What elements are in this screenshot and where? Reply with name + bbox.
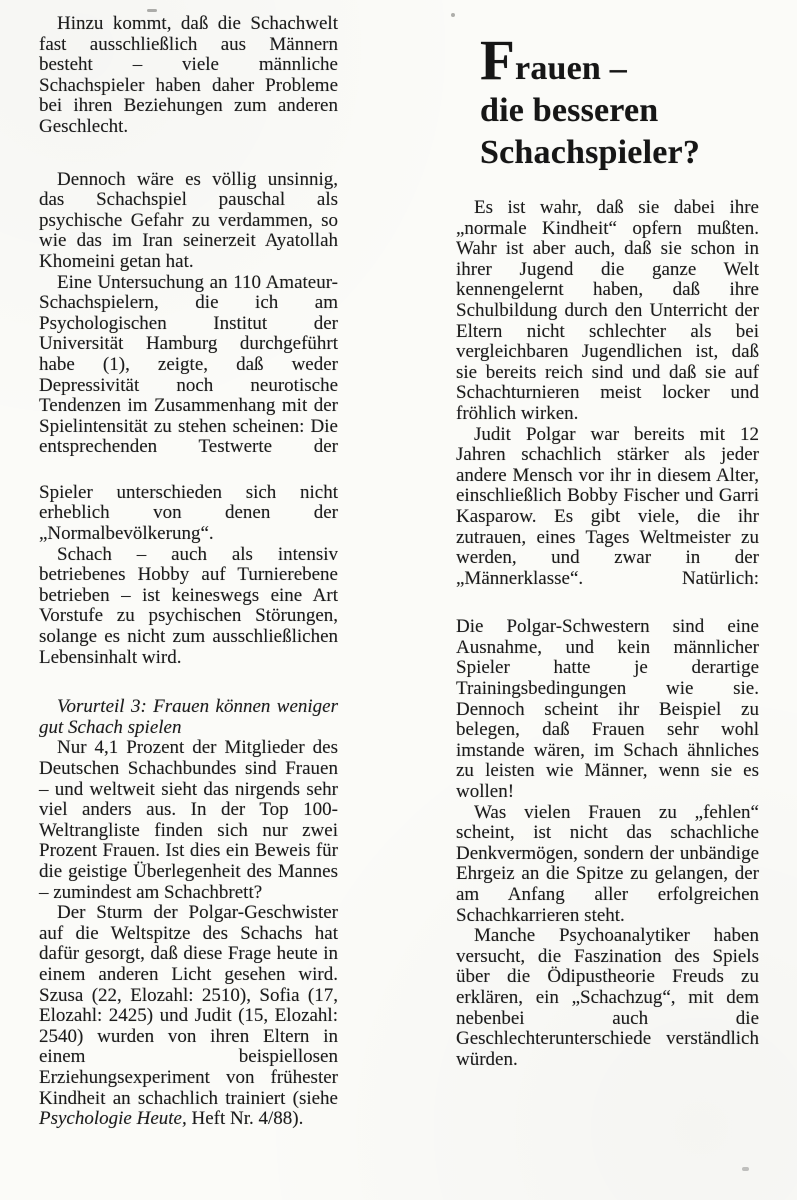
headline-line-2: die besseren (480, 92, 659, 129)
headline-initial-cap: F (480, 29, 516, 92)
paragraph-dennoch: Dennoch wäre es völlig unsinnig, das Schachspiel pauschal als psychische Gefahr zu verdammen, so wie das im Iran seinerzeit Ayatollah Khomeini getan hat. (39, 168, 338, 272)
paragraph-psychoanalytiker: Manche Psychoanalytiker haben versucht, die Faszination des Spiels über die Ödipustheorie Freuds zu erklären, ein „Schachzug“, mit dem nebenbei auch die Geschlechterunterschiede verständlich würden. (456, 925, 759, 1070)
scan-artifact (451, 13, 455, 17)
paragraph-judit-polgar: Judit Polgar war bereits mit 12 Jahren schachlich stärker als jeder andere Mensch vor ihr in diesem Alter, einschließlich Bobby Fischer und Garri Kasparow. Es gibt viele, die ihr zutrauen, eines Tages Weltmeister zu werden, und zwar in der „Männerklasse“. Natürlich: (456, 423, 759, 589)
paragraph-text-segment: Der Sturm der Polgar-Geschwister auf die Weltspitze des Schachs hat dafür gesorgt, daß diese Frage heute in einem anderen Licht gesehen wird. Szusa (22, Elozahl: 2510), Sofia (17, Elozahl: 2425) und Judit (15, Elozahl: 2540) wurden von ihren Eltern in einem beispiellosen Erziehungsexperiment von frühester Kindheit an schachlich trainiert (siehe (39, 902, 338, 1109)
scan-artifact (742, 1167, 749, 1171)
headline-line-1 (480, 29, 759, 92)
paragraph-spieler-continuation: Spieler unterschieden sich nicht erheblich von denen der „Normalbevölkerung“. (39, 481, 338, 545)
paragraph-nur-41-prozent: Nur 4,1 Prozent der Mitglieder des Deutschen Schachbundes sind Frauen – und weltweit sieht das nirgends sehr viel anders aus. In der Top 100-Weltrangliste finden sich nur zwei Prozent Frauen. Ist dies ein Beweis für die geistige Überlegenheit des Mannes – zumindest am Schachbrett? (39, 737, 338, 903)
paragraph-was-vielen-frauen: Was vielen Frauen zu „fehlen“ scheint, ist nicht das schachliche Denkvermögen, sondern der unbändige Ehrgeiz an die Spitze zu gelangen, der am Anfang aller erfolgreichen Schachkarrieren steht. (456, 801, 759, 926)
paragraph-text-segment: Heft Nr. 4/88). (186, 1108, 304, 1130)
paragraph-schach-hobby: Schach – auch als intensiv betriebenes Hobby auf Turnierebene betrieben – ist keineswegs eine Art Vorstufe zu psychischen Störungen, solange es nicht zum ausschließlichen Lebensinhalt wird. (39, 543, 338, 668)
paragraph-polgar-geschwister (39, 903, 338, 1130)
headline-line1-rest: rauen – (515, 50, 627, 87)
left-column (39, 14, 338, 1130)
paragraph-polgar-schwestern: Die Polgar-Schwestern sind eine Ausnahme, und kein männlicher Spieler hatte je derartige Trainingsbedingungen wie sie. Dennoch scheint ihr Beispiel zu belegen, daß Frauen sehr wohl imstande wären, im Schach ähnliches zu leisten wie Männer, wenn sie es wollen! (456, 616, 759, 803)
scan-artifact (147, 9, 157, 12)
magazine-title-italic: Psychologie Heute, (39, 1108, 187, 1130)
paragraph-untersuchung: Eine Untersuchung an 110 Amateur-Schachspielern, die ich am Psychologischen Institut der Universität Hamburg durchgeführt habe (1), zeigte, daß weder Depressivität noch neurotische Tendenzen im Zusammenhang mit der Spielintensität zu stehen scheinen: Die entsprechenden Testwerte der (39, 271, 338, 458)
paragraph-es-ist-wahr: Es ist wahr, daß sie dabei ihre „normale Kindheit“ opfern mußten. Wahr ist aber auch, daß sie schon in ihrer Jugend die ganze Welt kennengelernt haben, daß ihre Schulbildung durch den Unterricht der Eltern nicht schlechter als bei vergleichbaren Jugendlichen ist, daß sie bereits reich sind und daß sie auf Schachturnieren meist locker und fröhlich wirken. (456, 197, 759, 424)
subheading-vorurteil-3: Vorurteil 3: Frauen können weniger gut Schach spielen (39, 696, 338, 738)
right-column (456, 29, 759, 1070)
headline-line-3: Schachspieler? (480, 134, 701, 171)
article-headline (456, 29, 759, 174)
paragraph-schachwelt: Hinzu kommt, daß die Schachwelt fast ausschließlich aus Männern besteht – viele männliche Schachspieler haben daher Probleme bei ihren Beziehungen zum anderen Geschlecht. (39, 13, 338, 137)
